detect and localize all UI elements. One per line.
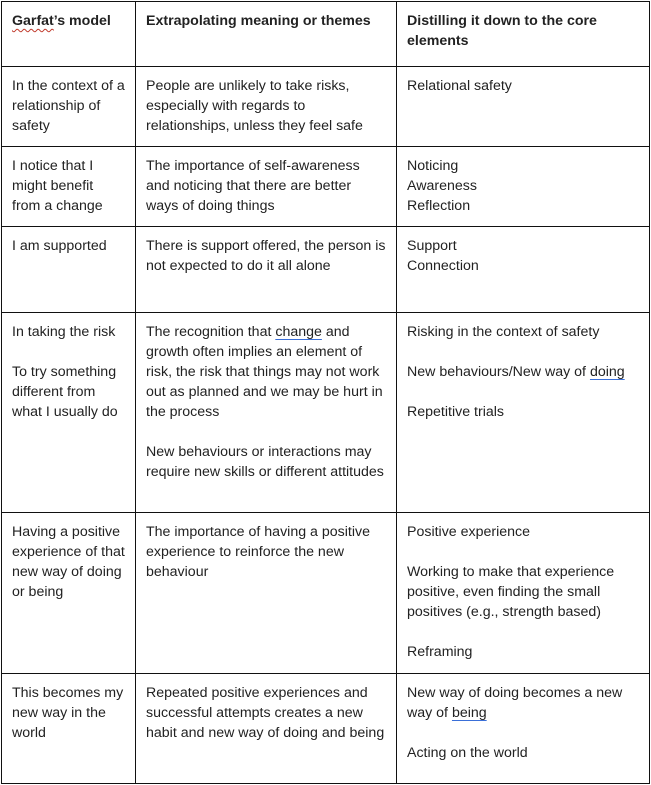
- cell-model: [2, 313, 136, 513]
- cell-paragraph: [146, 322, 386, 422]
- text-run: and growth often implies an element of risk, the risk that things may not work out as planned and we may be hurt in the process: [146, 324, 383, 420]
- cell-text: Acting on the world: [407, 745, 528, 761]
- garfat-model-table: [1, 1, 650, 784]
- cell-text: I am supported: [12, 238, 107, 254]
- table-row: [2, 227, 650, 313]
- cell-line: Noticing: [407, 158, 459, 174]
- cell-meaning: [136, 67, 397, 147]
- header-extrapolating-meaning: Extrapolating meaning or themes: [136, 2, 397, 67]
- cell-text: The importance of self-awareness and noticing that there are better ways of doing things: [146, 158, 360, 214]
- cell-meaning: [136, 313, 397, 513]
- spellcheck-word: Garfat: [12, 13, 54, 29]
- cell-model: [2, 67, 136, 147]
- cell-line: Support: [407, 238, 457, 254]
- header-distilling-core: Distilling it down to the core elements: [397, 2, 650, 67]
- cell-model: [2, 513, 136, 674]
- cell-line: Connection: [407, 258, 479, 274]
- table-row: [2, 147, 650, 227]
- cell-line: Reflection: [407, 198, 471, 214]
- cell-core: [397, 67, 650, 147]
- cell-paragraph: [407, 683, 639, 723]
- cell-text: This becomes my new way in the world: [12, 685, 124, 741]
- table-row: [2, 67, 650, 147]
- cell-text: Having a positive experience of that new way of doing or being: [12, 524, 125, 600]
- cell-text: In taking the risk: [12, 324, 116, 340]
- grammar-flagged-word: change: [275, 324, 322, 340]
- text-run: New way of doing becomes a new way of: [407, 685, 623, 721]
- cell-line: Awareness: [407, 178, 477, 194]
- cell-text: Repeated positive experiences and successful attempts creates a new habit and new way of doing and being: [146, 685, 385, 741]
- cell-core: [397, 313, 650, 513]
- text-run: The recognition that: [146, 324, 276, 340]
- cell-text: Positive experience: [407, 524, 531, 540]
- grammar-flagged-word: being: [451, 705, 487, 721]
- cell-meaning: [136, 674, 397, 784]
- cell-meaning: [136, 147, 397, 227]
- cell-core: [397, 147, 650, 227]
- cell-text: Risking in the context of safety: [407, 324, 600, 340]
- cell-text: In the context of a relationship of safety: [12, 78, 125, 134]
- cell-text: Relational safety: [407, 78, 512, 94]
- cell-text: Repetitive trials: [407, 404, 504, 420]
- text-run: New behaviours/New way of: [407, 364, 590, 380]
- cell-text: The importance of having a positive experience to reinforce the new behaviour: [146, 524, 370, 580]
- table-row: [2, 513, 650, 674]
- cell-text: I notice that I might benefit from a change: [12, 158, 103, 214]
- cell-model: [2, 227, 136, 313]
- cell-text: People are unlikely to take risks, especially with regards to relationships, unless they feel safe: [146, 78, 363, 134]
- header-row: [2, 2, 650, 67]
- header-garfats-model: [2, 2, 136, 67]
- grammar-flagged-word: doing: [589, 364, 625, 380]
- header-suffix: ’s model: [53, 13, 111, 29]
- cell-meaning: [136, 513, 397, 674]
- cell-text: There is support offered, the person is not expected to do it all alone: [146, 238, 386, 274]
- cell-core: [397, 674, 650, 784]
- cell-text: Working to make that experience positive, even finding the small positives (e.g., strength based): [407, 564, 615, 620]
- cell-model: [2, 674, 136, 784]
- cell-model: [2, 147, 136, 227]
- table-row: [2, 313, 650, 513]
- cell-core: [397, 513, 650, 674]
- cell-paragraph: [407, 362, 639, 382]
- cell-text: New behaviours or interactions may require new skills or different attitudes: [146, 444, 384, 480]
- cell-core: [397, 227, 650, 313]
- cell-text: To try something different from what I usually do: [12, 364, 118, 420]
- cell-text: Reframing: [407, 644, 473, 660]
- cell-meaning: [136, 227, 397, 313]
- table-row: [2, 674, 650, 784]
